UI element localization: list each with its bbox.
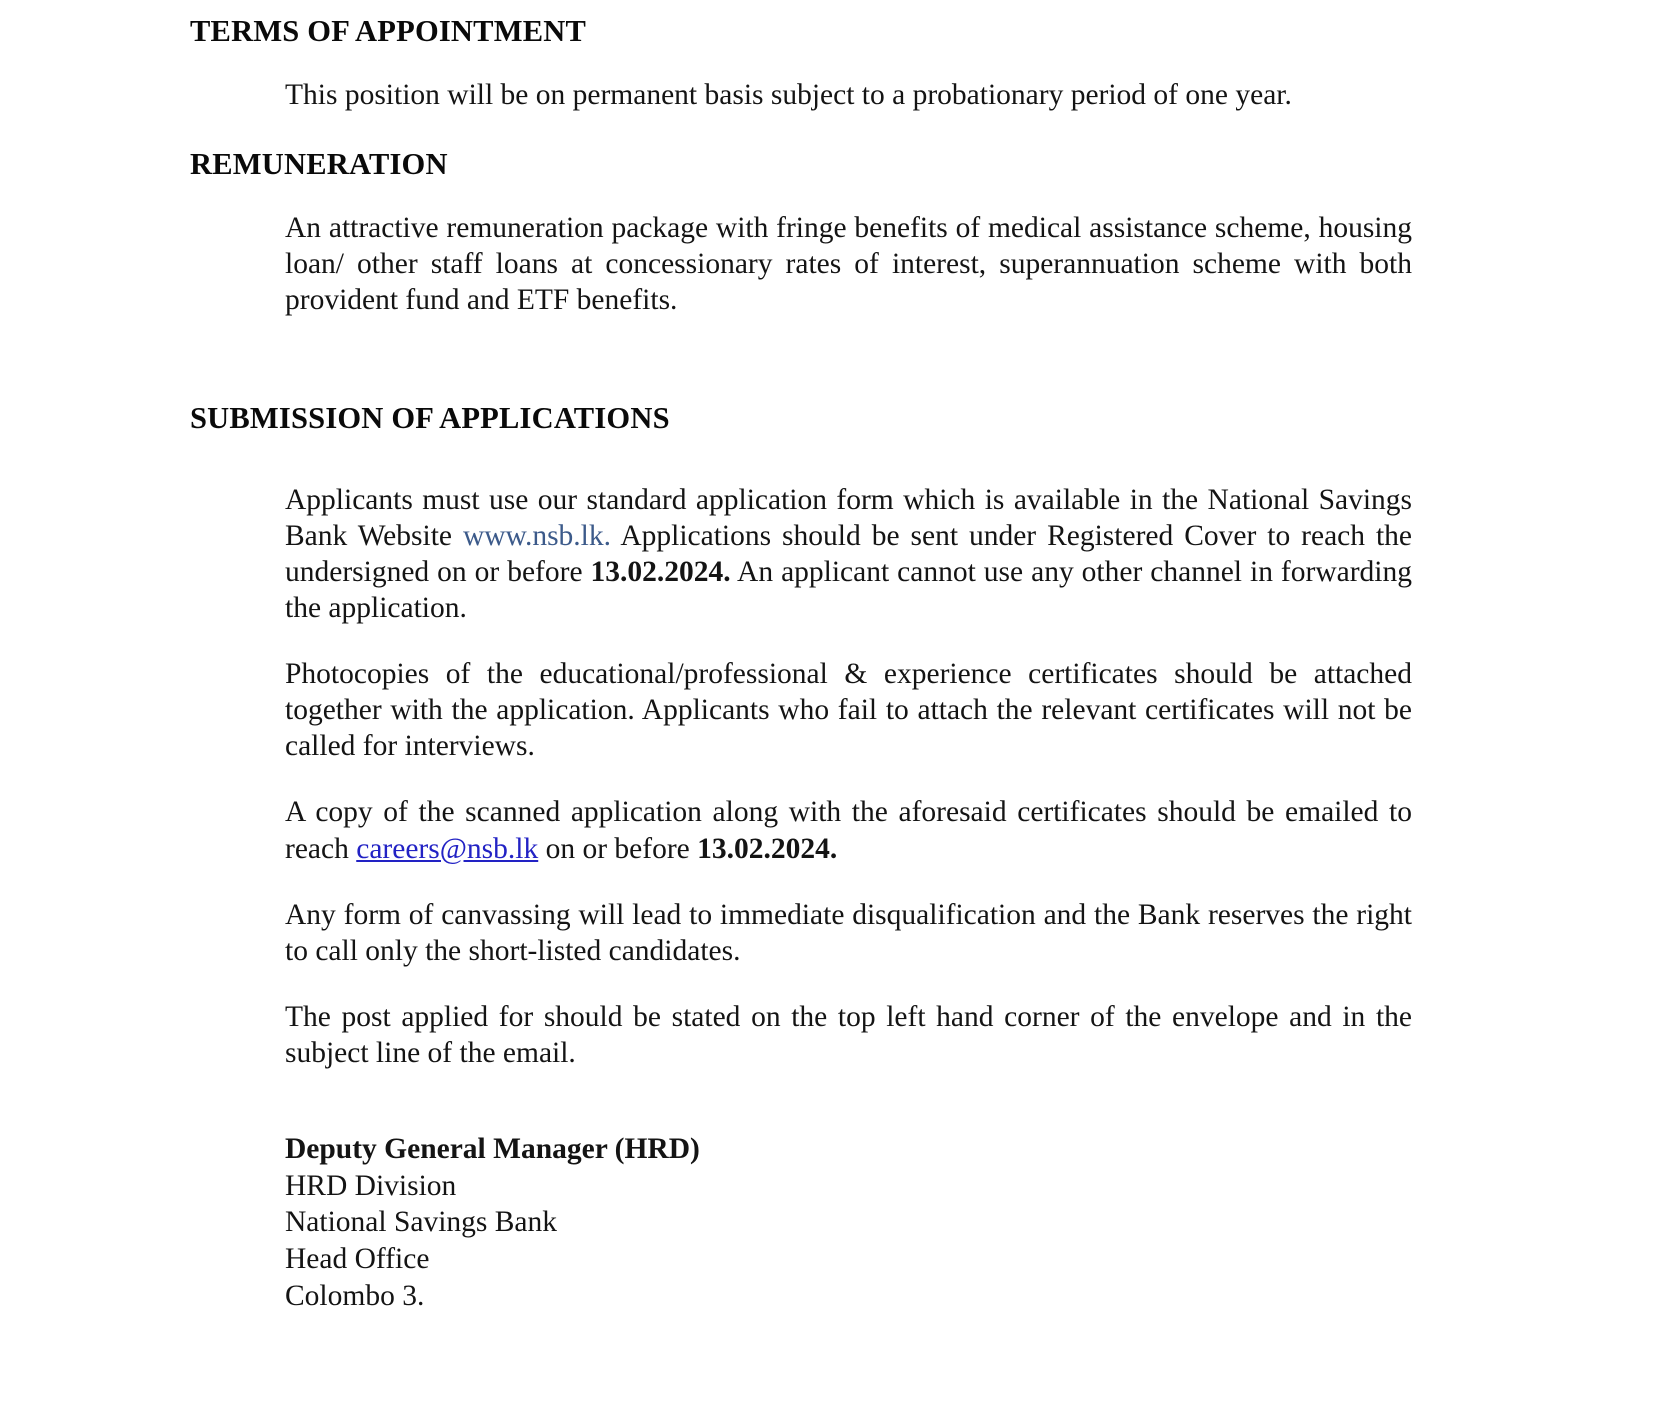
spacer [190, 51, 1420, 77]
careers-email-link[interactable]: careers@nsb.lk [356, 832, 539, 865]
paragraph-canvassing-disqualification: Any form of canvassing will lead to immediate disqualification and the Bank reserves the right to call only the short-listed candidates. [285, 898, 1412, 967]
paragraph-post-applied-envelope: The post applied for should be stated on the top left hand corner of the envelope and in the subject line of the email. [285, 1000, 1412, 1070]
spacer [190, 969, 1420, 999]
signatory-organisation: National Savings Bank [285, 1206, 558, 1239]
spacer [190, 867, 1420, 897]
paragraph-lead-text: Applicants must use our standard application form which is available in the National Savings Bank Website [285, 483, 1412, 552]
paragraph-terms-of-appointment: This position will be on permanent basis subject to a probationary period of one year. [285, 79, 1292, 112]
spacer [190, 113, 1420, 145]
paragraph-middle-text: Applications should be sent under Registered Cover to reach the undersigned on or before [285, 519, 1413, 588]
spacer [190, 764, 1420, 794]
paragraph-scanned-application-email [285, 794, 1412, 866]
spacer [190, 438, 1420, 482]
spacer [190, 319, 1420, 399]
deadline-date-email: 13.02.2024. [697, 832, 838, 865]
signatory-office: Head Office [285, 1242, 430, 1275]
paragraph-standard-application-form [285, 482, 1412, 627]
document-content [190, 12, 1420, 1314]
nsb-website-link[interactable]: www.nsb.lk. [462, 519, 612, 552]
spacer [190, 626, 1420, 656]
paragraph-middle-text: on or before [538, 832, 698, 865]
spacer [190, 184, 1420, 210]
spacer [190, 1071, 1420, 1131]
paragraph-tail-text: An applicant cannot use any other channel in forwarding the application. [285, 555, 1412, 624]
signatory-city: Colombo 3. [285, 1279, 425, 1312]
heading-terms-of-appointment: TERMS OF APPOINTMENT [190, 14, 587, 48]
paragraph-remuneration: An attractive remuneration package with fringe benefits of medical assistance scheme, housing loan/ other staff loans at concessionary rates of interest, superannuation scheme with both provident fund and ETF benefits. [285, 212, 1412, 317]
signatory-title: Deputy General Manager (HRD) [285, 1133, 700, 1166]
heading-submission-of-applications: SUBMISSION OF APPLICATIONS [190, 400, 670, 435]
signature-block [285, 1131, 1420, 1314]
heading-remuneration: REMUNERATION [190, 147, 448, 182]
paragraph-photocopies-certificates: Photocopies of the educational/professional & experience certificates should be attached together with the application. Applicants who fail to attach the relevant certificates will not be called for interviews. [285, 658, 1412, 763]
paragraph-lead-text: A copy of the scanned application along with the aforesaid certificates should be emailed to reach [285, 796, 1412, 865]
deadline-date-registered-cover: 13.02.2024. [590, 555, 731, 588]
signatory-division: HRD Division [285, 1169, 457, 1202]
